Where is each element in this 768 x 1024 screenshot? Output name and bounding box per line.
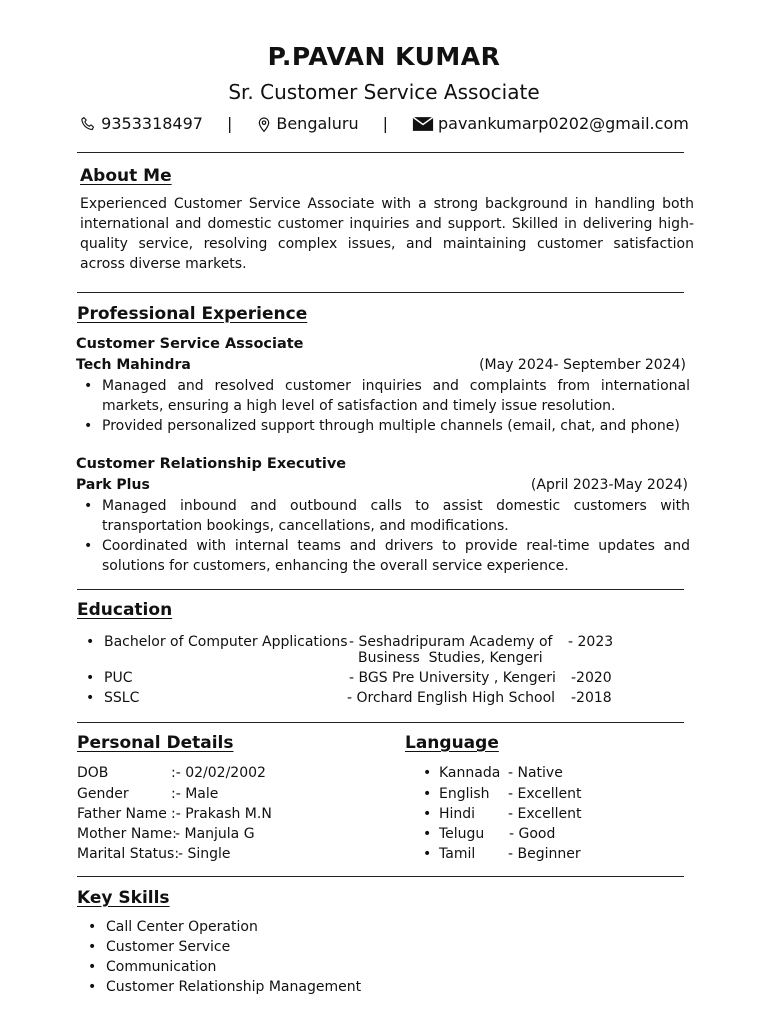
bullet-dot: •: [86, 670, 95, 686]
education-degree: PUC: [104, 670, 133, 686]
language-name: Telugu: [439, 826, 485, 842]
divider: [77, 292, 684, 293]
job-dates: (April 2023-May 2024): [530, 477, 688, 493]
language-name: Tamil: [439, 846, 476, 862]
bullet-dot: •: [423, 806, 432, 822]
language-level: - Beginner: [508, 846, 581, 862]
list-item: • Managed and resolved customer inquiries and complaints from international markets, ensuring a high level of satisfaction and timely issue resolution.: [76, 376, 690, 416]
personal-value: - Single: [178, 846, 231, 862]
experience-heading: Professional Experience: [77, 304, 308, 324]
job-role: Customer Relationship Executive: [76, 456, 347, 472]
bullet-dot: •: [423, 765, 432, 781]
bullet-dot: •: [423, 826, 432, 842]
email-address[interactable]: pavankumarp0202@gmail.com: [437, 114, 689, 133]
job-bullets: [76, 376, 690, 436]
bullet-dot: •: [423, 786, 432, 802]
bullet-dot: •: [86, 634, 95, 650]
list-item: • Customer Relationship Management: [80, 977, 480, 997]
bullet-dot: •: [423, 846, 432, 862]
job-role: Customer Service Associate: [76, 336, 304, 352]
mail-icon: [412, 116, 434, 132]
language-name: Hindi: [439, 806, 476, 822]
language-name: English: [439, 786, 490, 802]
skills-heading: Key Skills: [77, 888, 170, 908]
separator: |: [382, 114, 388, 133]
education-school: - Seshadripuram Academy of: [349, 634, 553, 650]
education-school: - BGS Pre University , Kengeri: [349, 670, 556, 686]
personal-value: :- 02/02/2002: [171, 765, 266, 781]
personal-value: - Manjula G: [175, 826, 255, 842]
about-text: Experienced Customer Service Associate with a strong background in handling both international and domestic customer inquiries and support. Skilled in delivering high-quality service, resolving complex issues, and maintaining customer satisfaction across diverse markets.: [80, 196, 694, 272]
list-item: • Customer Service: [80, 937, 480, 957]
about-heading: About Me: [80, 166, 172, 186]
skills-list: [80, 917, 480, 997]
location-text: Bengaluru: [276, 114, 359, 133]
language-name: Kannada: [439, 765, 501, 781]
email-item[interactable]: [412, 114, 689, 133]
personal-label: Father Name: [77, 806, 167, 822]
personal-heading: Personal Details: [77, 733, 234, 753]
personal-value: :- Male: [171, 786, 219, 802]
personal-value: :- Prakash M.N: [171, 806, 272, 822]
education-year: -2020: [571, 670, 612, 686]
phone-icon: [79, 115, 97, 133]
list-item: • Communication: [80, 957, 480, 977]
job-company: Tech Mahindra: [76, 357, 191, 373]
education-degree: Bachelor of Computer Applications: [104, 634, 348, 650]
phone-number: 9353318497: [101, 114, 203, 133]
language-heading: Language: [405, 733, 499, 753]
phone-item: [79, 114, 203, 133]
candidate-name: P.PAVAN KUMAR: [267, 42, 501, 71]
divider: [77, 722, 684, 723]
personal-label: Mother Name:: [77, 826, 177, 842]
list-item: • Coordinated with internal teams and drivers to provide real-time updates and solutions for customers, enhancing the overall service experience.: [76, 536, 690, 576]
job-title: Sr. Customer Service Associate: [228, 80, 540, 104]
personal-label: Gender: [77, 786, 129, 802]
education-year: - 2023: [568, 634, 614, 650]
education-heading: Education: [77, 600, 173, 620]
education-school-cont: Business Studies, Kengeri: [358, 650, 543, 666]
personal-label: DOB: [77, 765, 109, 781]
education-school: - Orchard English High School: [347, 690, 556, 706]
job-company: Park Plus: [76, 477, 150, 493]
location-pin-icon: [256, 115, 272, 133]
language-level: - Excellent: [508, 806, 582, 822]
education-degree: SSLC: [104, 690, 140, 706]
language-level: - Native: [508, 765, 563, 781]
language-level: - Excellent: [508, 786, 582, 802]
separator: |: [226, 114, 233, 133]
divider: [77, 589, 684, 590]
language-level: - Good: [509, 826, 556, 842]
education-year: -2018: [571, 690, 612, 706]
list-item: • Managed inbound and outbound calls to assist domestic customers with transportation bookings, cancellations, and modifications.: [76, 496, 690, 536]
list-item: • Provided personalized support through multiple channels (email, chat, and phone): [76, 416, 690, 436]
divider: [77, 152, 684, 153]
job-bullets: [76, 496, 690, 576]
personal-label: Marital Status:: [77, 846, 180, 862]
list-item: • Call Center Operation: [80, 917, 480, 937]
divider: [77, 876, 684, 877]
job-dates: (May 2024- September 2024): [479, 357, 686, 373]
location-item: [256, 114, 358, 133]
contact-bar: [0, 114, 768, 133]
bullet-dot: •: [86, 690, 95, 706]
